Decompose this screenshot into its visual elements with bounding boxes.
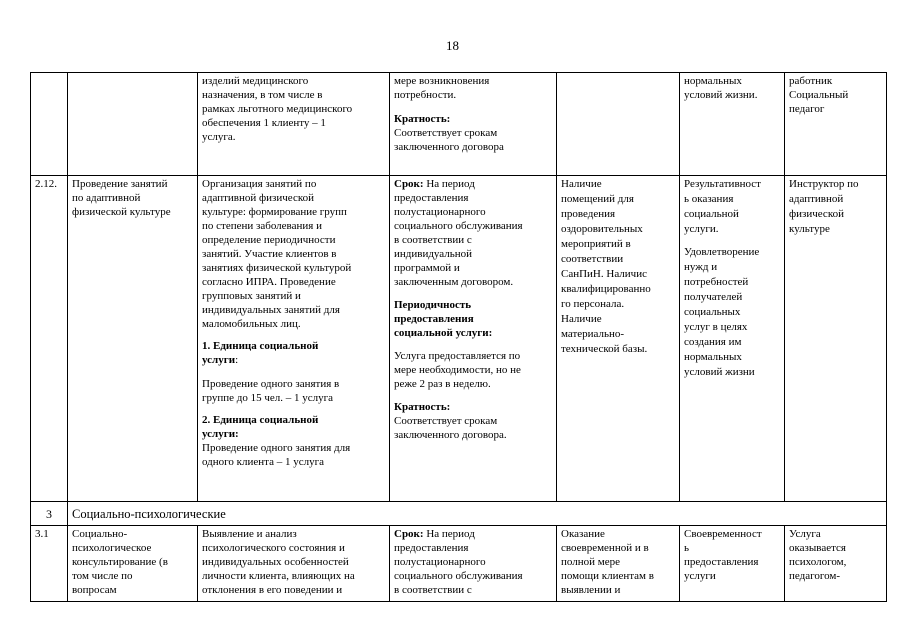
conditions-cell: Оказание своевременной и в полной мере помощи клиентам в выявлении и bbox=[557, 526, 680, 602]
staff-cell: Услуга оказывается психологом, педагогом- bbox=[785, 526, 887, 602]
service-content-cell: изделий медицинского назначения, в том числе в рамках льготного медицинского обеспечения 1 клиенту – 1 услуга. bbox=[198, 73, 390, 176]
periodicity-text: Услуга предоставляется по мере необходимости, но не реже 2 раз в неделю. bbox=[394, 350, 521, 390]
staff-cell: Инструктор по адаптивной физической культуре bbox=[785, 176, 887, 502]
results-effectiveness: Результативност ь оказания социальной услуги. bbox=[684, 178, 761, 235]
content-intro: Организация занятий по адаптивной физической культуре: формирование групп по степени заболевания и определение периодичности занятий. Участие клиентов в занятиях физической культурой согласно ИПРА. Проведение групповых занятий и индивидуальных занятий для маломобильных лиц. bbox=[202, 178, 352, 330]
service-term-cell bbox=[390, 526, 557, 602]
results-cell bbox=[680, 176, 785, 502]
term-text: На период предоставления полустационарного социального обслуживания в соответствии с bbox=[394, 528, 523, 596]
page-number: 18 bbox=[446, 38, 459, 53]
service-name-cell bbox=[68, 73, 198, 176]
multiplicity-text: Соответствует срокам заключенного договора bbox=[394, 127, 504, 153]
unit2-label: 2. Единица социальной услуги: bbox=[202, 414, 319, 440]
services-table bbox=[30, 72, 887, 602]
term-label: Срок: bbox=[394, 178, 424, 190]
multiplicity-text: Соответствует срокам заключенного договора. bbox=[394, 415, 507, 441]
unit1-colon: : bbox=[235, 354, 239, 366]
service-term-cell bbox=[390, 176, 557, 502]
row-number-cell: 3.1 bbox=[31, 526, 68, 602]
row-number-cell: 2.12. bbox=[31, 176, 68, 502]
periodicity-label: Периодичность предоставления социальной услуги: bbox=[394, 299, 493, 339]
service-content-cell bbox=[198, 176, 390, 502]
term-text: мере возникновения потребности. bbox=[394, 75, 490, 101]
multiplicity-label: Кратность: bbox=[394, 113, 451, 125]
multiplicity-label: Кратность: bbox=[394, 401, 451, 413]
row-number-cell bbox=[31, 73, 68, 176]
results-cell: нормальных условий жизни. bbox=[680, 73, 785, 176]
section-row bbox=[31, 502, 887, 526]
unit2-text: Проведение одного занятия для одного клиента – 1 услуга bbox=[202, 442, 351, 468]
unit1-label: 1. Единица социальной услуги bbox=[202, 340, 319, 366]
table-row bbox=[31, 176, 887, 502]
staff-cell: работник Социальный педагог bbox=[785, 73, 887, 176]
service-name-cell: Социально- психологическое консультирование (в том числе по вопросам bbox=[68, 526, 198, 602]
service-name-cell: Проведение занятий по адаптивной физической культуре bbox=[68, 176, 198, 502]
section-number: 3 bbox=[31, 502, 68, 526]
results-satisfaction: Удовлетворение нужд и потребностей получателей социальных услуг в целях создания им нормальных условий жизни bbox=[684, 246, 760, 378]
conditions-cell: Наличие помещений для проведения оздоровительных мероприятий в соответствии СанПиН. Наличис квалифицированно го персонала. Наличие материально- технической базы. bbox=[557, 176, 680, 502]
section-title: Социально-психологические bbox=[68, 502, 887, 526]
table-row bbox=[31, 73, 887, 176]
table-row bbox=[31, 526, 887, 602]
conditions-cell bbox=[557, 73, 680, 176]
unit1-text: Проведение одного занятия в группе до 15 чел. – 1 услуга bbox=[202, 378, 340, 404]
results-cell: Своевременност ь предоставления услуги bbox=[680, 526, 785, 602]
service-term-cell bbox=[390, 73, 557, 176]
term-label: Срок: bbox=[394, 528, 424, 540]
service-content-cell: Выявление и анализ психологического состояния и индивидуальных особенностей личности клиента, влияющих на отклонения в его поведении и bbox=[198, 526, 390, 602]
term-text: На период предоставления полустационарного социального обслуживания в соответствии с индивидуальной программой и заключенным договором. bbox=[394, 178, 523, 288]
